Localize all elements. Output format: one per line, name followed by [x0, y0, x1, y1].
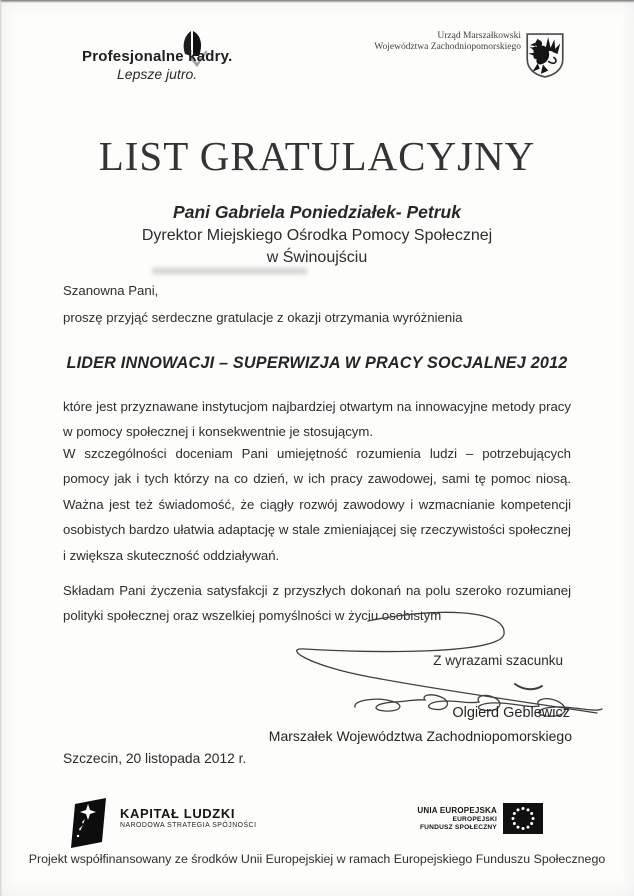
program-logo-tagline: Lepsze jutro.: [117, 66, 198, 82]
kapital-ludzki-subtitle: NARODOWA STRATEGIA SPÓJNOŚCI: [120, 822, 257, 829]
office-name-line2: Województwa Zachodniopomorskiego: [374, 41, 521, 52]
eu-label: [417, 806, 497, 831]
scan-edge-artifact: [0, 0, 634, 3]
signer-title: Marszałek Województwa Zachodniopomorskiego: [268, 728, 572, 744]
scan-smudge-artifact: [152, 268, 307, 274]
award-title: LIDER INNOWACJI – SUPERWIZJA W PRACY SOCJALNEJ 2012: [66, 354, 568, 372]
cofinancing-note: Projekt współfinansowany ze środków Unii Europejskiej w ramach Europejskiego Funduszu Społecznego: [28, 852, 606, 866]
recipient-name: Pani Gabriela Poniedziałek- Petruk: [173, 202, 461, 222]
eu-label-line3: FUNDUSZ SPOŁECZNY: [419, 824, 497, 831]
eu-flag-icon: [503, 803, 543, 834]
intro-line: proszę przyjąć serdeczne gratulacje z okazji otrzymania wyróżnienia: [63, 310, 463, 325]
letter-title: LIST GRATULACYJNY: [98, 133, 536, 179]
eu-label-line1: UNIA EUROPEJSKA: [417, 806, 497, 815]
recipient-city: w Świnoujściu: [266, 249, 368, 266]
kapital-ludzki-flag-icon: [70, 798, 108, 850]
griffin-crest-icon: [524, 32, 566, 78]
office-name: [374, 31, 521, 52]
body-paragraph-1: które jest przyznawane instytucjom najbardziej otwartym na innowacyjne metody pracy w pomocy społecznej i konsekwentnie je stosującym.: [63, 399, 571, 440]
body-paragraph-2: W szczególności doceniam Pani umiejętność rozumienia ludzi – potrzebujących pomocy jak i tych którzy na co dzień, w ich pracy zawodowej, sami tę pomoc niosą. Ważna jest też świadomość, że ciągły rozwój zawodowy i wzmacnianie kompetencji osobistych bardzo ułatwia adaptację w stale zmieniającej się rzeczywistości społecznej i zwiększa skuteczność oddziaływań.: [63, 446, 571, 563]
signer-name: Olgierd Geblewicz: [452, 705, 570, 721]
kapital-ludzki-title: KAPITAŁ LUDZKI: [120, 806, 236, 821]
dateline: Szczecin, 20 listopada 2012 r.: [63, 751, 247, 766]
closing-phrase: Z wyrazami szacunku: [433, 653, 563, 668]
salutation: Szanowna Pani,: [63, 283, 159, 298]
recipient-role: Dyrektor Miejskiego Ośrodka Pomocy Społecznej: [141, 227, 493, 244]
office-name-line1: Urząd Marszałkowski: [437, 31, 521, 41]
body-paragraph-3: Składam Pani życzenia satysfakcji z przyszłych dokonań na polu szeroko rozumianej polityki społecznej oraz wszelkiej pomyślności w życiu osobistym: [63, 583, 571, 624]
eu-label-line2: EUROPEJSKI: [452, 816, 497, 823]
program-logo-title: Profesjonalne kadry.: [82, 48, 233, 65]
